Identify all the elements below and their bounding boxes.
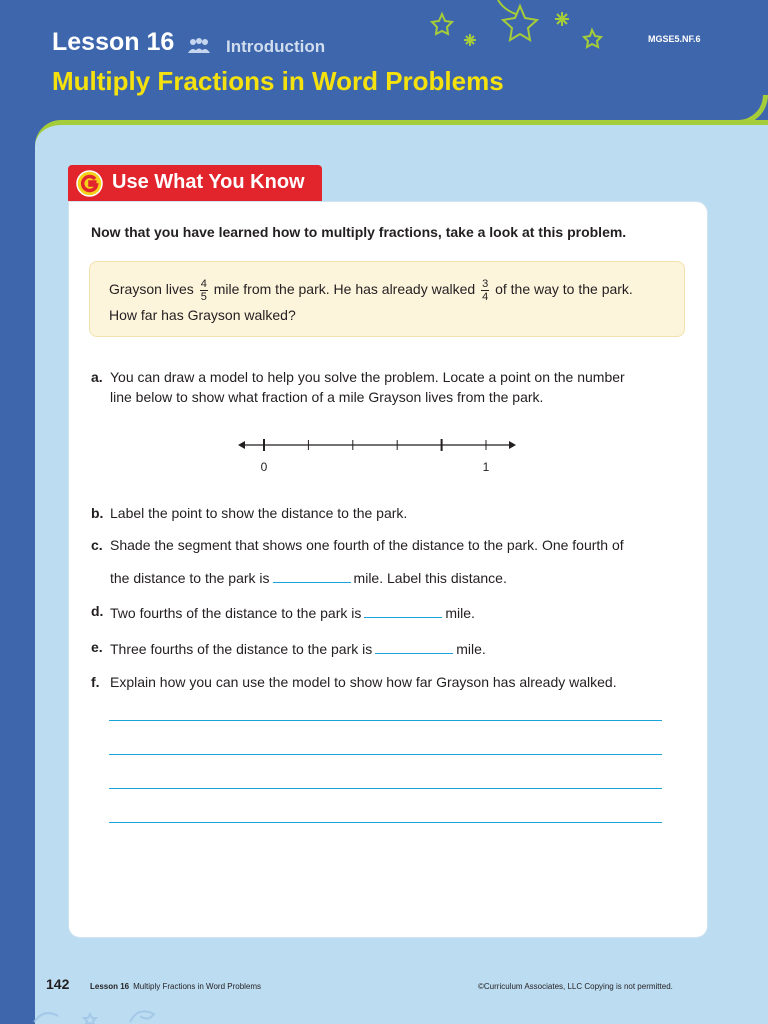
answer-line-4[interactable] [109,822,662,823]
footer-copyright: ©Curriculum Associates, LLC Copying is not permitted. [478,982,673,991]
fraction-four-fifths: $\frac{4}{5}$ [200,278,207,303]
group-icon [187,37,211,55]
standard-code: MGSE5.NF.6 [648,34,701,44]
number-line-label-0: 0 [260,460,268,474]
answer-blank-d[interactable] [364,603,442,618]
number-line-label-1: 1 [482,460,490,474]
answer-blank-e[interactable] [375,639,453,654]
left-edge-band [0,160,35,1024]
fraction-three-fourths: $\frac{3}{4}$ [482,278,489,303]
left-arrow-icon [238,441,245,449]
answer-line-3[interactable] [109,788,662,789]
problem-line-2: How far has Grayson walked? [109,307,296,323]
intro-text: Now that you have learned how to multiply fractions, take a look at this problem. [91,224,627,240]
use-what-you-know-banner [68,165,322,201]
number-line[interactable] [236,434,520,478]
swirl-decoration [30,996,170,1024]
problem-line-1: Grayson lives $\frac{4}{5}$ mile from the park. He has already walked $\frac{3}{4}$ of the way to the park. [109,278,633,303]
right-arrow-icon [509,441,516,449]
banner-label: Use What You Know [112,171,305,193]
star-icon [420,0,620,60]
lesson-number: Lesson 16 [52,28,175,56]
answer-blank-c[interactable] [273,568,351,583]
answer-line-2[interactable] [109,754,662,755]
answer-line-1[interactable] [109,720,662,721]
footer-lesson: Lesson 16 Multiply Fractions in Word Problems [90,982,262,991]
page-title: Multiply Fractions in Word Problems [52,66,504,96]
section-label: Introduction [226,37,326,56]
page-number: 142 [46,976,70,992]
g-badge-icon [76,170,103,197]
